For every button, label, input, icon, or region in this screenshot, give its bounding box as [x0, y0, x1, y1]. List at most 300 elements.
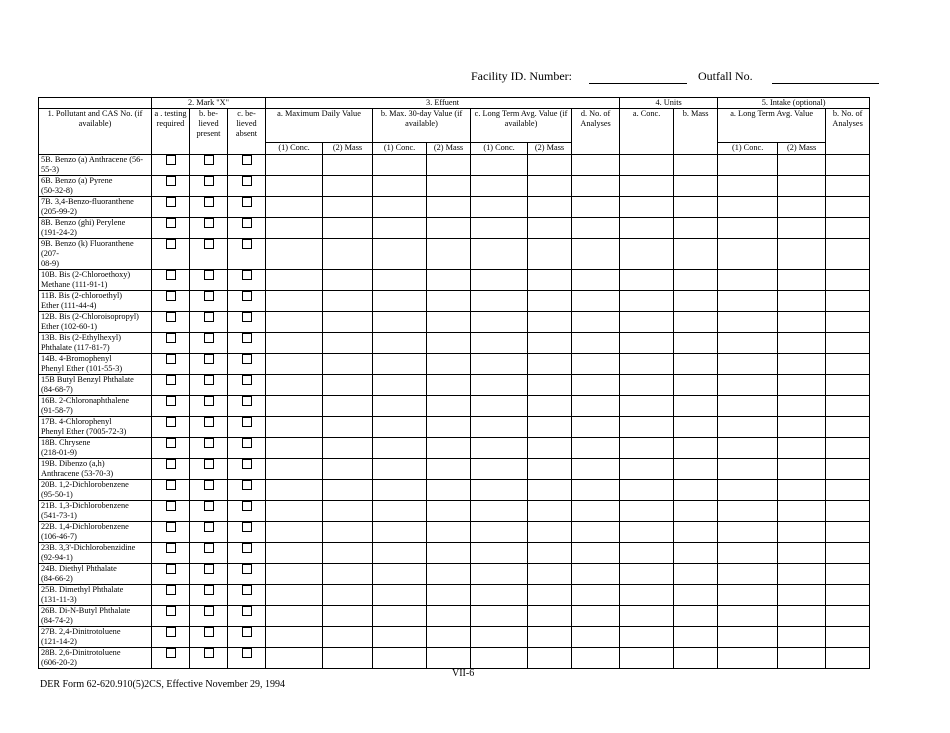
value-cell[interactable] — [718, 437, 778, 458]
value-cell[interactable] — [323, 626, 373, 647]
value-cell[interactable] — [323, 563, 373, 584]
value-cell[interactable] — [373, 458, 427, 479]
value-cell[interactable] — [674, 395, 718, 416]
value-cell[interactable] — [620, 647, 674, 668]
value-cell[interactable] — [674, 269, 718, 290]
value-cell[interactable] — [528, 374, 572, 395]
believed-absent-checkbox[interactable] — [242, 176, 252, 186]
value-cell[interactable] — [572, 458, 620, 479]
value-cell[interactable] — [471, 311, 528, 332]
believed-present-checkbox[interactable] — [204, 218, 214, 228]
testing-required-checkbox[interactable] — [166, 291, 176, 301]
value-cell[interactable] — [674, 176, 718, 197]
value-cell[interactable] — [778, 290, 826, 311]
believed-absent-checkbox[interactable] — [242, 197, 252, 207]
value-cell[interactable] — [718, 605, 778, 626]
testing-required-checkbox[interactable] — [166, 522, 176, 532]
value-cell[interactable] — [373, 647, 427, 668]
value-cell[interactable] — [427, 176, 471, 197]
value-cell[interactable] — [572, 311, 620, 332]
value-cell[interactable] — [826, 353, 870, 374]
value-cell[interactable] — [778, 395, 826, 416]
testing-required-checkbox[interactable] — [166, 270, 176, 280]
value-cell[interactable] — [826, 542, 870, 563]
value-cell[interactable] — [528, 332, 572, 353]
value-cell[interactable] — [427, 479, 471, 500]
value-cell[interactable] — [427, 416, 471, 437]
value-cell[interactable] — [427, 395, 471, 416]
value-cell[interactable] — [778, 176, 826, 197]
value-cell[interactable] — [778, 197, 826, 218]
value-cell[interactable] — [266, 374, 323, 395]
value-cell[interactable] — [826, 395, 870, 416]
value-cell[interactable] — [718, 218, 778, 239]
value-cell[interactable] — [266, 269, 323, 290]
value-cell[interactable] — [373, 353, 427, 374]
believed-absent-checkbox[interactable] — [242, 501, 252, 511]
value-cell[interactable] — [620, 416, 674, 437]
value-cell[interactable] — [373, 395, 427, 416]
value-cell[interactable] — [471, 605, 528, 626]
value-cell[interactable] — [427, 563, 471, 584]
value-cell[interactable] — [471, 521, 528, 542]
value-cell[interactable] — [674, 197, 718, 218]
value-cell[interactable] — [528, 218, 572, 239]
value-cell[interactable] — [528, 626, 572, 647]
believed-absent-checkbox[interactable] — [242, 312, 252, 322]
testing-required-checkbox[interactable] — [166, 438, 176, 448]
value-cell[interactable] — [674, 437, 718, 458]
value-cell[interactable] — [572, 269, 620, 290]
believed-present-checkbox[interactable] — [204, 396, 214, 406]
value-cell[interactable] — [471, 176, 528, 197]
value-cell[interactable] — [674, 521, 718, 542]
value-cell[interactable] — [427, 353, 471, 374]
value-cell[interactable] — [778, 500, 826, 521]
value-cell[interactable] — [778, 269, 826, 290]
value-cell[interactable] — [674, 311, 718, 332]
believed-absent-checkbox[interactable] — [242, 627, 252, 637]
value-cell[interactable] — [718, 542, 778, 563]
value-cell[interactable] — [427, 218, 471, 239]
value-cell[interactable] — [620, 521, 674, 542]
value-cell[interactable] — [572, 521, 620, 542]
value-cell[interactable] — [528, 416, 572, 437]
testing-required-checkbox[interactable] — [166, 396, 176, 406]
value-cell[interactable] — [572, 239, 620, 270]
value-cell[interactable] — [528, 479, 572, 500]
value-cell[interactable] — [620, 437, 674, 458]
value-cell[interactable] — [528, 269, 572, 290]
value-cell[interactable] — [528, 647, 572, 668]
value-cell[interactable] — [471, 239, 528, 270]
testing-required-checkbox[interactable] — [166, 606, 176, 616]
value-cell[interactable] — [373, 563, 427, 584]
value-cell[interactable] — [266, 218, 323, 239]
value-cell[interactable] — [373, 218, 427, 239]
value-cell[interactable] — [266, 311, 323, 332]
value-cell[interactable] — [572, 584, 620, 605]
value-cell[interactable] — [373, 626, 427, 647]
value-cell[interactable] — [826, 479, 870, 500]
believed-present-checkbox[interactable] — [204, 197, 214, 207]
testing-required-checkbox[interactable] — [166, 501, 176, 511]
value-cell[interactable] — [572, 290, 620, 311]
value-cell[interactable] — [572, 542, 620, 563]
value-cell[interactable] — [528, 290, 572, 311]
value-cell[interactable] — [778, 353, 826, 374]
value-cell[interactable] — [471, 458, 528, 479]
value-cell[interactable] — [718, 269, 778, 290]
value-cell[interactable] — [471, 374, 528, 395]
value-cell[interactable] — [826, 176, 870, 197]
value-cell[interactable] — [471, 647, 528, 668]
value-cell[interactable] — [674, 218, 718, 239]
value-cell[interactable] — [471, 584, 528, 605]
value-cell[interactable] — [427, 311, 471, 332]
value-cell[interactable] — [373, 155, 427, 176]
testing-required-checkbox[interactable] — [166, 627, 176, 637]
value-cell[interactable] — [718, 584, 778, 605]
value-cell[interactable] — [826, 458, 870, 479]
value-cell[interactable] — [826, 311, 870, 332]
value-cell[interactable] — [826, 155, 870, 176]
value-cell[interactable] — [323, 197, 373, 218]
value-cell[interactable] — [620, 353, 674, 374]
value-cell[interactable] — [323, 374, 373, 395]
value-cell[interactable] — [620, 395, 674, 416]
value-cell[interactable] — [373, 479, 427, 500]
value-cell[interactable] — [674, 458, 718, 479]
testing-required-checkbox[interactable] — [166, 354, 176, 364]
value-cell[interactable] — [266, 437, 323, 458]
value-cell[interactable] — [826, 416, 870, 437]
value-cell[interactable] — [620, 563, 674, 584]
value-cell[interactable] — [528, 239, 572, 270]
value-cell[interactable] — [778, 605, 826, 626]
value-cell[interactable] — [718, 239, 778, 270]
value-cell[interactable] — [572, 197, 620, 218]
value-cell[interactable] — [373, 197, 427, 218]
value-cell[interactable] — [373, 239, 427, 270]
value-cell[interactable] — [323, 218, 373, 239]
value-cell[interactable] — [778, 155, 826, 176]
value-cell[interactable] — [826, 521, 870, 542]
value-cell[interactable] — [471, 269, 528, 290]
testing-required-checkbox[interactable] — [166, 375, 176, 385]
believed-absent-checkbox[interactable] — [242, 585, 252, 595]
value-cell[interactable] — [427, 155, 471, 176]
value-cell[interactable] — [323, 542, 373, 563]
value-cell[interactable] — [718, 395, 778, 416]
value-cell[interactable] — [572, 155, 620, 176]
value-cell[interactable] — [826, 197, 870, 218]
believed-absent-checkbox[interactable] — [242, 155, 252, 165]
value-cell[interactable] — [674, 647, 718, 668]
believed-absent-checkbox[interactable] — [242, 218, 252, 228]
value-cell[interactable] — [266, 197, 323, 218]
value-cell[interactable] — [373, 290, 427, 311]
value-cell[interactable] — [620, 584, 674, 605]
value-cell[interactable] — [620, 290, 674, 311]
value-cell[interactable] — [718, 332, 778, 353]
value-cell[interactable] — [323, 290, 373, 311]
value-cell[interactable] — [620, 155, 674, 176]
value-cell[interactable] — [778, 458, 826, 479]
value-cell[interactable] — [373, 584, 427, 605]
value-cell[interactable] — [427, 542, 471, 563]
value-cell[interactable] — [373, 542, 427, 563]
value-cell[interactable] — [674, 332, 718, 353]
value-cell[interactable] — [373, 269, 427, 290]
value-cell[interactable] — [427, 584, 471, 605]
testing-required-checkbox[interactable] — [166, 197, 176, 207]
value-cell[interactable] — [373, 500, 427, 521]
value-cell[interactable] — [778, 239, 826, 270]
value-cell[interactable] — [266, 563, 323, 584]
believed-absent-checkbox[interactable] — [242, 417, 252, 427]
believed-present-checkbox[interactable] — [204, 543, 214, 553]
outfall-field[interactable] — [772, 71, 879, 84]
value-cell[interactable] — [323, 584, 373, 605]
value-cell[interactable] — [266, 353, 323, 374]
value-cell[interactable] — [718, 353, 778, 374]
value-cell[interactable] — [620, 197, 674, 218]
value-cell[interactable] — [266, 239, 323, 270]
believed-present-checkbox[interactable] — [204, 627, 214, 637]
value-cell[interactable] — [674, 374, 718, 395]
value-cell[interactable] — [718, 290, 778, 311]
believed-absent-checkbox[interactable] — [242, 564, 252, 574]
value-cell[interactable] — [471, 218, 528, 239]
value-cell[interactable] — [572, 353, 620, 374]
value-cell[interactable] — [266, 458, 323, 479]
believed-present-checkbox[interactable] — [204, 176, 214, 186]
value-cell[interactable] — [266, 500, 323, 521]
value-cell[interactable] — [826, 647, 870, 668]
value-cell[interactable] — [528, 197, 572, 218]
value-cell[interactable] — [528, 155, 572, 176]
value-cell[interactable] — [471, 155, 528, 176]
value-cell[interactable] — [572, 176, 620, 197]
testing-required-checkbox[interactable] — [166, 155, 176, 165]
value-cell[interactable] — [266, 332, 323, 353]
value-cell[interactable] — [528, 605, 572, 626]
value-cell[interactable] — [373, 311, 427, 332]
value-cell[interactable] — [471, 626, 528, 647]
value-cell[interactable] — [572, 332, 620, 353]
value-cell[interactable] — [620, 479, 674, 500]
value-cell[interactable] — [778, 563, 826, 584]
value-cell[interactable] — [323, 500, 373, 521]
value-cell[interactable] — [323, 416, 373, 437]
value-cell[interactable] — [778, 479, 826, 500]
believed-absent-checkbox[interactable] — [242, 354, 252, 364]
value-cell[interactable] — [323, 269, 373, 290]
testing-required-checkbox[interactable] — [166, 417, 176, 427]
believed-present-checkbox[interactable] — [204, 354, 214, 364]
value-cell[interactable] — [373, 437, 427, 458]
believed-absent-checkbox[interactable] — [242, 480, 252, 490]
testing-required-checkbox[interactable] — [166, 564, 176, 574]
value-cell[interactable] — [674, 542, 718, 563]
value-cell[interactable] — [826, 605, 870, 626]
value-cell[interactable] — [674, 239, 718, 270]
value-cell[interactable] — [373, 605, 427, 626]
value-cell[interactable] — [718, 197, 778, 218]
value-cell[interactable] — [323, 332, 373, 353]
value-cell[interactable] — [826, 332, 870, 353]
value-cell[interactable] — [572, 500, 620, 521]
believed-absent-checkbox[interactable] — [242, 291, 252, 301]
believed-present-checkbox[interactable] — [204, 312, 214, 322]
value-cell[interactable] — [826, 269, 870, 290]
value-cell[interactable] — [323, 395, 373, 416]
value-cell[interactable] — [620, 374, 674, 395]
value-cell[interactable] — [826, 500, 870, 521]
value-cell[interactable] — [778, 521, 826, 542]
value-cell[interactable] — [674, 479, 718, 500]
value-cell[interactable] — [778, 647, 826, 668]
value-cell[interactable] — [323, 239, 373, 270]
value-cell[interactable] — [778, 416, 826, 437]
value-cell[interactable] — [427, 437, 471, 458]
value-cell[interactable] — [674, 290, 718, 311]
believed-absent-checkbox[interactable] — [242, 459, 252, 469]
believed-present-checkbox[interactable] — [204, 648, 214, 658]
value-cell[interactable] — [718, 155, 778, 176]
value-cell[interactable] — [826, 239, 870, 270]
value-cell[interactable] — [427, 458, 471, 479]
value-cell[interactable] — [427, 239, 471, 270]
value-cell[interactable] — [572, 218, 620, 239]
value-cell[interactable] — [471, 479, 528, 500]
value-cell[interactable] — [323, 521, 373, 542]
value-cell[interactable] — [528, 458, 572, 479]
value-cell[interactable] — [778, 584, 826, 605]
value-cell[interactable] — [323, 647, 373, 668]
testing-required-checkbox[interactable] — [166, 176, 176, 186]
value-cell[interactable] — [826, 563, 870, 584]
value-cell[interactable] — [323, 458, 373, 479]
value-cell[interactable] — [718, 176, 778, 197]
value-cell[interactable] — [266, 584, 323, 605]
value-cell[interactable] — [323, 479, 373, 500]
value-cell[interactable] — [323, 311, 373, 332]
value-cell[interactable] — [778, 218, 826, 239]
value-cell[interactable] — [718, 647, 778, 668]
believed-present-checkbox[interactable] — [204, 564, 214, 574]
value-cell[interactable] — [620, 626, 674, 647]
value-cell[interactable] — [266, 521, 323, 542]
testing-required-checkbox[interactable] — [166, 585, 176, 595]
value-cell[interactable] — [471, 332, 528, 353]
value-cell[interactable] — [528, 395, 572, 416]
value-cell[interactable] — [427, 197, 471, 218]
value-cell[interactable] — [266, 416, 323, 437]
value-cell[interactable] — [528, 584, 572, 605]
value-cell[interactable] — [323, 176, 373, 197]
value-cell[interactable] — [373, 332, 427, 353]
value-cell[interactable] — [266, 395, 323, 416]
testing-required-checkbox[interactable] — [166, 648, 176, 658]
value-cell[interactable] — [826, 374, 870, 395]
value-cell[interactable] — [572, 647, 620, 668]
value-cell[interactable] — [674, 626, 718, 647]
testing-required-checkbox[interactable] — [166, 333, 176, 343]
value-cell[interactable] — [718, 500, 778, 521]
value-cell[interactable] — [620, 218, 674, 239]
believed-present-checkbox[interactable] — [204, 480, 214, 490]
value-cell[interactable] — [718, 311, 778, 332]
value-cell[interactable] — [471, 500, 528, 521]
value-cell[interactable] — [620, 605, 674, 626]
value-cell[interactable] — [718, 416, 778, 437]
value-cell[interactable] — [266, 479, 323, 500]
value-cell[interactable] — [427, 605, 471, 626]
believed-absent-checkbox[interactable] — [242, 543, 252, 553]
value-cell[interactable] — [528, 563, 572, 584]
value-cell[interactable] — [572, 395, 620, 416]
value-cell[interactable] — [471, 563, 528, 584]
believed-present-checkbox[interactable] — [204, 417, 214, 427]
believed-absent-checkbox[interactable] — [242, 239, 252, 249]
testing-required-checkbox[interactable] — [166, 312, 176, 322]
value-cell[interactable] — [620, 176, 674, 197]
believed-present-checkbox[interactable] — [204, 585, 214, 595]
value-cell[interactable] — [471, 416, 528, 437]
value-cell[interactable] — [266, 626, 323, 647]
value-cell[interactable] — [778, 332, 826, 353]
value-cell[interactable] — [718, 521, 778, 542]
value-cell[interactable] — [620, 311, 674, 332]
testing-required-checkbox[interactable] — [166, 239, 176, 249]
value-cell[interactable] — [528, 542, 572, 563]
value-cell[interactable] — [572, 374, 620, 395]
value-cell[interactable] — [373, 521, 427, 542]
value-cell[interactable] — [471, 197, 528, 218]
value-cell[interactable] — [427, 290, 471, 311]
testing-required-checkbox[interactable] — [166, 543, 176, 553]
value-cell[interactable] — [674, 416, 718, 437]
value-cell[interactable] — [427, 500, 471, 521]
value-cell[interactable] — [373, 374, 427, 395]
believed-present-checkbox[interactable] — [204, 291, 214, 301]
value-cell[interactable] — [572, 563, 620, 584]
value-cell[interactable] — [528, 500, 572, 521]
value-cell[interactable] — [471, 353, 528, 374]
value-cell[interactable] — [620, 500, 674, 521]
believed-absent-checkbox[interactable] — [242, 606, 252, 616]
believed-present-checkbox[interactable] — [204, 438, 214, 448]
value-cell[interactable] — [826, 584, 870, 605]
value-cell[interactable] — [620, 332, 674, 353]
value-cell[interactable] — [471, 437, 528, 458]
value-cell[interactable] — [528, 353, 572, 374]
value-cell[interactable] — [323, 437, 373, 458]
value-cell[interactable] — [826, 218, 870, 239]
believed-absent-checkbox[interactable] — [242, 438, 252, 448]
value-cell[interactable] — [266, 605, 323, 626]
value-cell[interactable] — [427, 269, 471, 290]
value-cell[interactable] — [427, 332, 471, 353]
value-cell[interactable] — [323, 155, 373, 176]
value-cell[interactable] — [373, 176, 427, 197]
value-cell[interactable] — [826, 290, 870, 311]
believed-absent-checkbox[interactable] — [242, 270, 252, 280]
value-cell[interactable] — [674, 584, 718, 605]
testing-required-checkbox[interactable] — [166, 218, 176, 228]
